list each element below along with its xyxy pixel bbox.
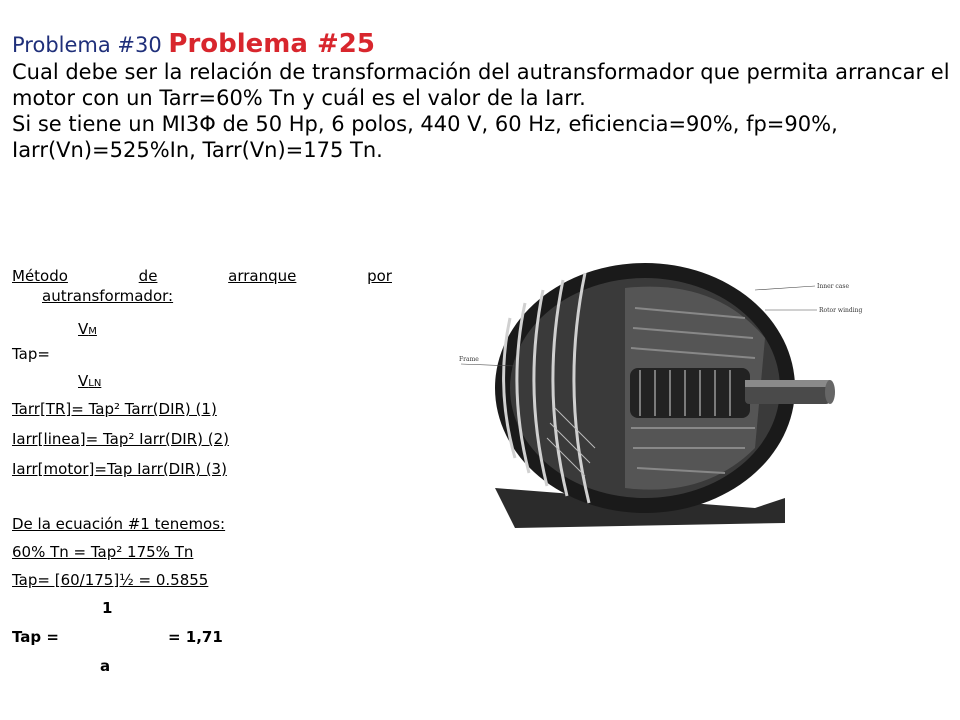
data-text: Si se tiene un MI3Φ de 50 Hp, 6 polos, 440 V, 60 Hz, eficiencia=90%, fp=90%, Iarr(Vn)=525%In, Tarr(Vn)=175 Tn. — [12, 112, 838, 162]
title-line — [12, 30, 952, 59]
method-word-3: arranque — [228, 267, 297, 285]
vln-label — [78, 372, 101, 390]
equation-3: Iarr[motor]=Tap Iarr(DIR) (3) — [12, 460, 227, 478]
fraction-numerator: 1 — [102, 599, 113, 617]
fraction-denominator: a — [100, 657, 111, 675]
solution-step-2: Tap= [60/175]½ = 0.5855 — [12, 571, 209, 589]
vm-letter: V — [78, 320, 89, 338]
method-word-4: por — [367, 267, 392, 285]
title-big: Problema #25 — [168, 29, 375, 59]
vln-sub: LN — [88, 378, 102, 389]
equation-2: Iarr[linea]= Tap² Iarr(DIR) (2) — [12, 430, 229, 448]
method-word-1: Método — [12, 267, 68, 285]
callout-frame: Frame — [459, 356, 479, 363]
tap-label: Tap= — [12, 345, 50, 363]
method-continuation: autransformador: — [42, 287, 174, 305]
vln-letter: V — [78, 372, 89, 390]
callout-rotor-winding: Rotor winding — [819, 307, 863, 314]
callout-inner-case: Inner case — [817, 283, 849, 290]
heading — [12, 30, 952, 163]
question-text: Cual debe ser la relación de transformación del autransformador que permita arrancar el motor con un Tarr=60% Tn y cuál es el valor de la Iarr. — [12, 60, 950, 110]
solution-step-1: 60% Tn = Tap² 175% Tn — [12, 543, 194, 561]
method-word-2: de — [138, 267, 158, 285]
fraction-result: = 1,71 — [168, 628, 223, 646]
method-block — [12, 266, 394, 306]
motor-cutaway-image — [455, 248, 863, 538]
method-heading — [12, 266, 392, 286]
vm-sub: M — [88, 326, 97, 337]
fraction-label: Tap = — [12, 628, 59, 646]
solution-intro: De la ecuación #1 tenemos: — [12, 515, 226, 533]
title-small: Problema #30 — [12, 33, 162, 57]
equation-1: Tarr[TR]= Tap² Tarr(DIR) (1) — [12, 400, 217, 418]
vm-label — [78, 320, 97, 338]
